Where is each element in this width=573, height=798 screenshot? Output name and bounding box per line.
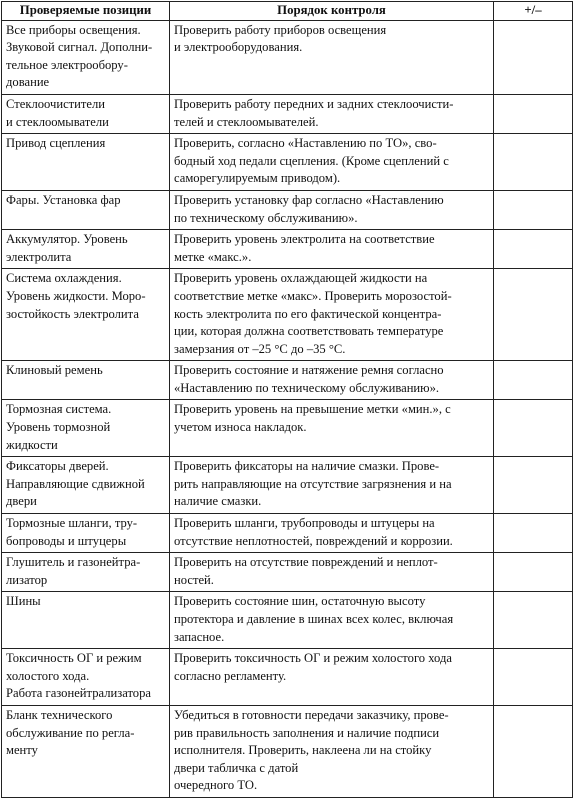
cell-checked-position <box>2 400 170 457</box>
cell-result-mark[interactable] <box>494 230 573 269</box>
procedure-text-line: и электрооборудования. <box>174 40 303 55</box>
cell-checked-position <box>2 20 170 94</box>
cell-result-mark[interactable] <box>494 269 573 361</box>
table-body <box>2 20 573 797</box>
cell-checked-position <box>2 705 170 797</box>
cell-checked-position <box>2 649 170 706</box>
procedure-text-line: согласно регламенту. <box>174 668 287 683</box>
table-row <box>2 514 573 553</box>
cell-result-mark[interactable] <box>494 94 573 133</box>
cell-control-procedure <box>170 649 494 706</box>
table-row <box>2 457 573 514</box>
procedure-text-line: отсутствие неплотностей, повреждений и коррозии. <box>174 533 453 548</box>
cell-result-mark[interactable] <box>494 20 573 94</box>
cell-checked-position <box>2 553 170 592</box>
procedure-text-line: соответствие метке «макс». Проверить морозостой- <box>174 288 452 303</box>
table-row <box>2 230 573 269</box>
cell-control-procedure <box>170 553 494 592</box>
position-text-line: лизатор <box>6 572 48 587</box>
position-text-line: Направляющие сдвижной <box>6 476 145 491</box>
position-text-line: зостойкость электролита <box>6 306 139 321</box>
position-text-line: двери <box>6 494 37 509</box>
table-row <box>2 190 573 229</box>
procedure-text-line: очередного ТО. <box>174 778 258 793</box>
position-text-line: жидкости <box>6 437 58 452</box>
procedure-text-line: наличие смазки. <box>174 494 262 509</box>
cell-result-mark[interactable] <box>494 553 573 592</box>
procedure-text-line: бодный ход педали сцепления. (Кроме сцеплений с <box>174 153 449 168</box>
position-text-line: Шины <box>6 594 41 609</box>
position-text-line: электролита <box>6 249 72 264</box>
position-text-line: обслуживание по регла- <box>6 725 135 740</box>
cell-checked-position <box>2 94 170 133</box>
procedure-text-line: Проверить уровень на превышение метки «мин.», с <box>174 402 451 417</box>
cell-control-procedure <box>170 592 494 649</box>
table-row <box>2 269 573 361</box>
table-row <box>2 705 573 797</box>
procedure-text-line: кость электролита по его фактической концентра- <box>174 306 442 321</box>
cell-result-mark[interactable] <box>494 400 573 457</box>
procedure-text-line: Проверить состояние шин, остаточную высоту <box>174 594 426 609</box>
cell-result-mark[interactable] <box>494 649 573 706</box>
cell-result-mark[interactable] <box>494 134 573 191</box>
cell-checked-position <box>2 514 170 553</box>
procedure-text-line: телей и стеклоомывателей. <box>174 114 319 129</box>
position-text-line: Стеклоочистители <box>6 96 106 111</box>
cell-checked-position <box>2 592 170 649</box>
cell-control-procedure <box>170 230 494 269</box>
cell-checked-position <box>2 269 170 361</box>
cell-checked-position <box>2 457 170 514</box>
procedure-text-line: Проверить уровень охлаждающей жидкости на <box>174 271 428 286</box>
table-row <box>2 134 573 191</box>
procedure-text-line: «Наставлению по техническому обслуживанию». <box>174 380 440 395</box>
cell-control-procedure <box>170 94 494 133</box>
position-text-line: Уровень жидкости. Моро- <box>6 288 146 303</box>
procedure-text-line: Проверить токсичность ОГ и режим холостого хода <box>174 651 452 666</box>
procedure-text-line: замерзания от –25 °C до –35 °C. <box>174 341 346 356</box>
position-text-line: Аккумулятор. Уровень <box>6 232 128 247</box>
position-text-line: Клиновый ремень <box>6 363 103 378</box>
procedure-text-line: протектора и давление в шинах всех колес, включая <box>174 612 454 626</box>
position-text-line: Уровень тормозной <box>6 420 111 435</box>
cell-control-procedure <box>170 134 494 191</box>
cell-control-procedure <box>170 400 494 457</box>
procedure-text-line: Проверить шланги, трубопроводы и штуцеры на <box>174 516 435 531</box>
cell-control-procedure <box>170 514 494 553</box>
position-text-line: Все приборы освещения. <box>6 22 141 37</box>
cell-checked-position <box>2 230 170 269</box>
procedure-text-line: рив правильность заполнения и наличие подписи <box>174 725 440 740</box>
position-text-line: Привод сцепления <box>6 136 106 151</box>
position-text-line: Система охлаждения. <box>6 271 122 286</box>
cell-result-mark[interactable] <box>494 705 573 797</box>
inspection-table <box>1 1 573 798</box>
header-checked-positions: Проверяемые позиции <box>2 2 170 21</box>
procedure-text-line: саморегулируемым приводом). <box>174 171 341 186</box>
position-text-line: тельное электрообору- <box>6 57 128 72</box>
procedure-text-line: метке «макс.». <box>174 249 252 264</box>
position-text-line: и стеклоомыватели <box>6 114 109 129</box>
position-text-line: Работа газонейтрализатора <box>6 686 151 701</box>
cell-checked-position <box>2 134 170 191</box>
procedure-text-line: Убедиться в готовности передачи заказчику, прове- <box>174 707 449 722</box>
procedure-text-line: Проверить на отсутствие повреждений и неплот- <box>174 555 438 570</box>
cell-result-mark[interactable] <box>494 457 573 514</box>
cell-control-procedure <box>170 361 494 400</box>
procedure-text-line: запасное. <box>174 629 225 644</box>
cell-result-mark[interactable] <box>494 592 573 649</box>
header-control-procedure: Порядок контроля <box>170 2 494 21</box>
position-text-line: Бланк технического <box>6 707 113 722</box>
procedure-text-line: Проверить фиксаторы на наличие смазки. Прове- <box>174 459 440 474</box>
procedure-text-line: учетом износа накладок. <box>174 420 307 435</box>
cell-control-procedure <box>170 457 494 514</box>
table-row <box>2 400 573 457</box>
position-text-line: бопроводы и штуцеры <box>6 533 127 548</box>
position-text-line: Звуковой сигнал. Дополни- <box>6 40 153 55</box>
cell-result-mark[interactable] <box>494 514 573 553</box>
position-text-line: Фары. Установка фар <box>6 192 121 207</box>
table-row <box>2 592 573 649</box>
table-row <box>2 553 573 592</box>
header-plus-minus: +/– <box>494 2 573 21</box>
procedure-text-line: рить направляющие на отсутствие загрязнения и на <box>174 476 452 491</box>
procedure-text-line: Проверить работу приборов освещения <box>174 22 387 37</box>
table-row <box>2 649 573 706</box>
cell-control-procedure <box>170 705 494 797</box>
position-text-line: холостого хода. <box>6 668 90 683</box>
inspection-checklist <box>1 1 572 798</box>
cell-result-mark[interactable] <box>494 361 573 400</box>
position-text-line: дование <box>6 75 50 90</box>
procedure-text-line: Проверить работу передних и задних стеклоочисти- <box>174 96 454 111</box>
procedure-text-line: Проверить состояние и натяжение ремня согласно <box>174 363 444 378</box>
table-row <box>2 361 573 400</box>
cell-control-procedure <box>170 190 494 229</box>
procedure-text-line: ции, которая должна соответствовать температуре <box>174 324 444 339</box>
position-text-line: Токсичность ОГ и режим <box>6 651 142 666</box>
procedure-text-line: по техническому обслуживанию». <box>174 210 358 225</box>
position-text-line: Тормозная система. <box>6 402 112 417</box>
table-row <box>2 20 573 94</box>
procedure-text-line: двери табличка с датой <box>174 760 299 775</box>
cell-result-mark[interactable] <box>494 190 573 229</box>
position-text-line: менту <box>6 743 38 758</box>
position-text-line: Глушитель и газонейтра- <box>6 555 141 570</box>
procedure-text-line: Проверить, согласно «Наставлению по ТО», сво- <box>174 136 437 151</box>
table-row <box>2 94 573 133</box>
table-header-row <box>2 2 573 21</box>
cell-control-procedure <box>170 20 494 94</box>
procedure-text-line: Проверить уровень электролита на соответствие <box>174 232 435 247</box>
cell-checked-position <box>2 190 170 229</box>
position-text-line: Тормозные шланги, тру- <box>6 516 138 531</box>
procedure-text-line: исполнителя. Проверить, наклеена ли на стойку <box>174 743 432 758</box>
cell-checked-position <box>2 361 170 400</box>
procedure-text-line: ностей. <box>174 572 214 587</box>
position-text-line: Фиксаторы дверей. <box>6 459 109 474</box>
cell-control-procedure <box>170 269 494 361</box>
procedure-text-line: Проверить установку фар согласно «Наставлению <box>174 192 444 207</box>
